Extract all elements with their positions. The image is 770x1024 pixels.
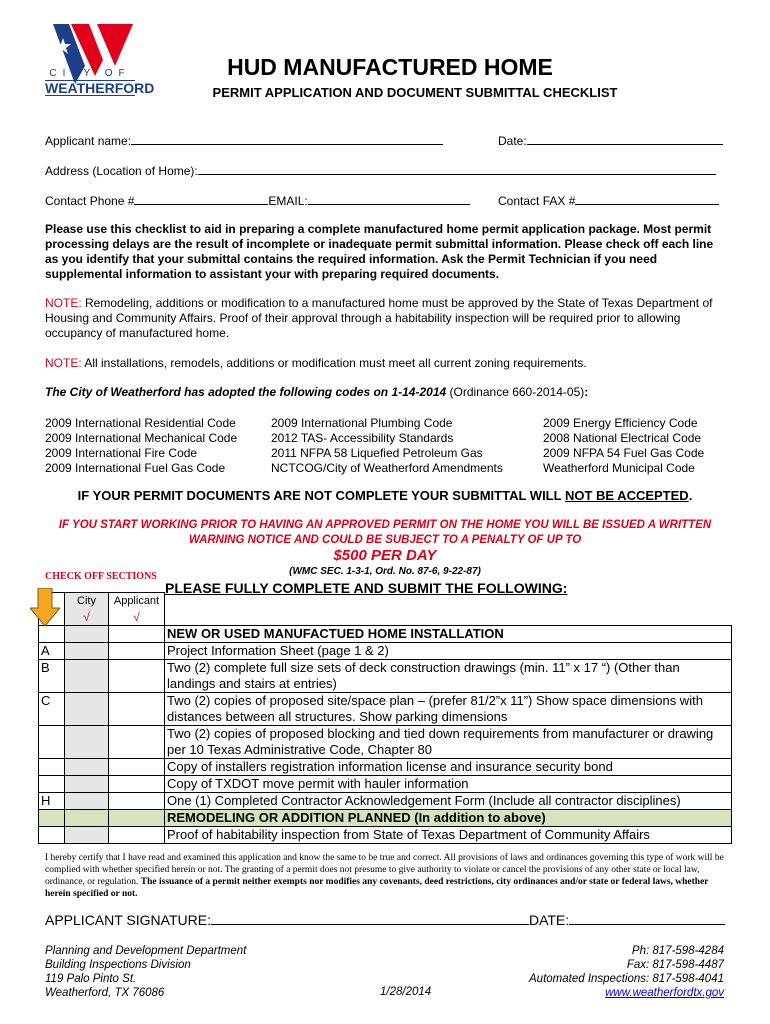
- warning-text: IF YOUR PERMIT DOCUMENTS ARE NOT COMPLETE YOUR SUBMITTAL WILL: [77, 488, 565, 503]
- sig-date-line[interactable]: [569, 911, 725, 925]
- page-title: HUD MANUFACTURED HOME: [227, 54, 553, 80]
- adopted-ordinance: (Ordinance 660-2014-05): [446, 385, 585, 399]
- note-text: Remodeling, additions or modification to a manufactured home must be approved by the State of Texas Department of Housing and Community Affairs. Proof of their approval through a habitability inspection will be required prior to allowing occupancy of manufactured home.: [45, 296, 713, 340]
- city-checkbox[interactable]: [65, 726, 109, 759]
- code-item: 2008 National Electrical Code: [543, 431, 702, 445]
- table-row: [39, 810, 732, 827]
- row-text: Project Information Sheet (page 1 & 2): [165, 643, 732, 660]
- code-item: Weatherford Municipal Code: [543, 461, 695, 475]
- applicant-line[interactable]: [131, 133, 443, 145]
- sig-date-label: DATE:: [528, 912, 570, 928]
- footer-line: Ph: 817-598-4284: [631, 945, 724, 957]
- certification-text: [45, 852, 725, 900]
- footer-date: 1/28/2014: [380, 986, 432, 998]
- note-remodeling: [45, 296, 725, 341]
- city-checkbox[interactable]: [65, 759, 109, 776]
- applicant-checkbox[interactable]: [109, 810, 165, 827]
- row-text: NEW OR USED MANUFACTUED HOME INSTALLATION: [165, 626, 732, 643]
- city-checkbox[interactable]: [65, 693, 109, 726]
- fax-line[interactable]: [575, 193, 719, 205]
- row-letter: [39, 776, 65, 793]
- table-row: [39, 759, 732, 776]
- signature-label: APPLICANT SIGNATURE:: [45, 912, 211, 928]
- footer-line: Fax: 817-598-4487: [626, 959, 724, 971]
- row-letter: [39, 827, 65, 844]
- table-row: [39, 793, 732, 810]
- note-label: NOTE:: [45, 296, 82, 310]
- row-text: Copy of TXDOT move permit with hauler information: [165, 776, 732, 793]
- row-text: Two (2) copies of proposed site/space plan – (prefer 81/2”x 11”) Show space dimensions with distances between all structures. Show parking dimensions: [165, 693, 732, 726]
- applicant-checkbox[interactable]: [109, 793, 165, 810]
- codes-column-1: [45, 416, 237, 476]
- check-off-label: CHECK OFF SECTIONS: [45, 571, 157, 582]
- section-heading: PLEASE FULLY COMPLETE AND SUBMIT THE FOLLOWING:: [165, 580, 568, 596]
- date-line[interactable]: [527, 133, 723, 145]
- row-letter: [39, 626, 65, 643]
- applicant-checkbox[interactable]: [109, 759, 165, 776]
- row-text: Two (2) complete full size sets of deck construction drawings (min. 11” x 17 “) (Other than landings and stairs at entries): [165, 660, 732, 693]
- adopted-codes-heading: [45, 385, 725, 400]
- applicant-checkbox[interactable]: [109, 726, 165, 759]
- applicant-checkbox[interactable]: [109, 643, 165, 660]
- applicant-col-label: Applicant: [113, 595, 160, 607]
- code-item: 2012 TAS- Accessibility Standards: [271, 431, 454, 445]
- code-item: 2009 International Plumbing Code: [271, 416, 453, 430]
- table-header-row: [39, 593, 732, 626]
- email-line[interactable]: [308, 193, 470, 205]
- phone-field[interactable]: [45, 193, 470, 208]
- phone-line[interactable]: [134, 193, 268, 205]
- submittal-warning: [40, 488, 730, 503]
- date-field[interactable]: [498, 133, 723, 148]
- city-checkbox[interactable]: [65, 660, 109, 693]
- checklist-table: [38, 592, 732, 844]
- phone-label: Contact Phone #: [45, 194, 135, 208]
- logo-city-text: CITY OF: [49, 68, 131, 79]
- code-item: 2009 Energy Efficiency Code: [543, 416, 698, 430]
- table-row: [39, 626, 732, 643]
- fax-label: Contact FAX #: [498, 194, 576, 208]
- header-city: [65, 593, 109, 626]
- row-text: Copy of installers registration information license and insurance security bond: [165, 759, 732, 776]
- note-text: All installations, remodels, additions or modification must meet all current zoning requirements.: [81, 356, 587, 370]
- adopted-colon: :: [584, 385, 589, 399]
- logo-name-text: WEATHERFORD: [45, 80, 155, 96]
- table-row: [39, 726, 732, 759]
- table-row: [39, 776, 732, 793]
- row-letter: [39, 810, 65, 827]
- row-letter: A: [39, 643, 65, 660]
- code-item: 2009 International Residential Code: [45, 416, 236, 430]
- header-applicant: [109, 593, 165, 626]
- footer-line: Planning and Development Department: [45, 945, 247, 957]
- footer-contacts: [529, 944, 724, 1000]
- table-row: [39, 660, 732, 693]
- applicant-checkbox[interactable]: [109, 626, 165, 643]
- address-field[interactable]: [45, 163, 716, 178]
- wmc-reference: (WMC SEC. 1-3-1, Ord. No. 87-6, 9-22-87): [289, 566, 481, 577]
- row-letter: H: [39, 793, 65, 810]
- table-row: [39, 643, 732, 660]
- code-item: NCTCOG/City of Weatherford Amendments: [271, 461, 503, 475]
- penalty-amount: $500 PER DAY: [333, 547, 437, 564]
- cert-plain: I hereby certify that I have read and examined this application and know the same to be true and correct. All provisions of laws and ordinances governing this type of work will be complied with whether specified herein or not. The granting of a permit does not presume to give authority to violate or cancel the provisions of any other state or local law, ordinance, or regulation.: [45, 853, 724, 887]
- warning-end: .: [688, 488, 693, 503]
- note-zoning: [45, 356, 725, 371]
- city-label: City: [77, 595, 96, 607]
- applicant-field[interactable]: [45, 133, 443, 148]
- row-text: Two (2) copies of proposed blocking and tied down requirements from manufacturer or drawing per 10 Texas Administrative Code, Chapter 80: [165, 726, 732, 759]
- city-checkbox[interactable]: [65, 643, 109, 660]
- intro-paragraph: Please use this checklist to aid in preparing a complete manufactured home permit application package. Most permit processing delays are the result of incomplete or inadequate permit submittal information. Please check off each line as you identify that your submittal contains the required information. Ask the Permit Technician if you need supplemental information to assistant your with preparing required documents.: [45, 222, 714, 281]
- note-label: NOTE:: [45, 356, 82, 370]
- warning-emphasis: NOT BE ACCEPTED: [564, 488, 689, 503]
- footer-line: 119 Palo Pinto St.: [45, 973, 137, 985]
- code-item: 2009 NFPA 54 Fuel Gas Code: [543, 446, 705, 460]
- date-label: Date:: [498, 134, 527, 148]
- penalty-warning: IF YOU START WORKING PRIOR TO HAVING AN APPROVED PERMIT ON THE HOME YOU WILL BE ISSUED A WRITTEN WARNING NOTICE AND COULD BE SUBJECT TO A PENALTY OF UP TO: [58, 519, 712, 546]
- fax-field[interactable]: [498, 193, 719, 208]
- signature-row: [45, 911, 725, 928]
- address-line[interactable]: [198, 163, 716, 175]
- applicant-checkbox[interactable]: [109, 693, 165, 726]
- down-arrow-icon: [30, 588, 60, 628]
- codes-column-3: [543, 416, 704, 476]
- row-letter: B: [39, 660, 65, 693]
- check-icon: √: [83, 610, 90, 624]
- code-item: 2009 International Fire Code: [45, 446, 198, 460]
- table-row: [39, 827, 732, 844]
- footer-line: Weatherford, TX 76086: [45, 987, 165, 999]
- code-item: 2009 International Fuel Gas Code: [45, 461, 226, 475]
- header-spacer: [165, 593, 732, 626]
- row-text: One (1) Completed Contractor Acknowledgement Form (Include all contractor disciplines): [165, 793, 732, 810]
- city-checkbox[interactable]: [65, 776, 109, 793]
- footer-address: [45, 944, 246, 1000]
- city-checkbox[interactable]: [65, 827, 109, 844]
- city-checkbox[interactable]: [65, 626, 109, 643]
- check-icon: √: [133, 610, 140, 624]
- page-subtitle: PERMIT APPLICATION AND DOCUMENT SUBMITTAL CHECKLIST: [212, 85, 618, 100]
- applicant-checkbox[interactable]: [109, 776, 165, 793]
- applicant-checkbox[interactable]: [109, 660, 165, 693]
- adopted-bold: The City of Weatherford has adopted the following codes on 1-14-2014: [45, 385, 447, 399]
- city-checkbox[interactable]: [65, 810, 109, 827]
- row-text: REMODELING OR ADDITION PLANNED (In addition to above): [165, 810, 732, 827]
- code-item: 2011 NFPA 58 Liquefied Petroleum Gas: [271, 446, 483, 460]
- address-label: Address (Location of Home):: [45, 164, 198, 178]
- row-letter: [39, 759, 65, 776]
- website-link[interactable]: www.weatherfordtx.gov: [605, 987, 724, 999]
- code-item: 2009 International Mechanical Code: [45, 431, 238, 445]
- row-letter: C: [39, 693, 65, 726]
- city-checkbox[interactable]: [65, 793, 109, 810]
- row-letter: [39, 726, 65, 759]
- table-row: [39, 693, 732, 726]
- email-label: EMAIL:: [268, 194, 308, 208]
- cert-bold: The issuance of a permit neither exempts nor modifies any covenants, deed restrictions, city ordinances and/or state or federal laws, whether herein specified or not.: [45, 877, 709, 899]
- row-text: Proof of habitability inspection from State of Texas Department of Community Affairs: [165, 827, 732, 844]
- applicant-checkbox[interactable]: [109, 827, 165, 844]
- signature-line[interactable]: [211, 911, 529, 925]
- footer-line: Automated Inspections: 817-598-4041: [529, 973, 724, 985]
- codes-column-2: [271, 416, 503, 476]
- footer-line: Building Inspections Division: [45, 959, 191, 971]
- applicant-label: Applicant name:: [45, 134, 132, 148]
